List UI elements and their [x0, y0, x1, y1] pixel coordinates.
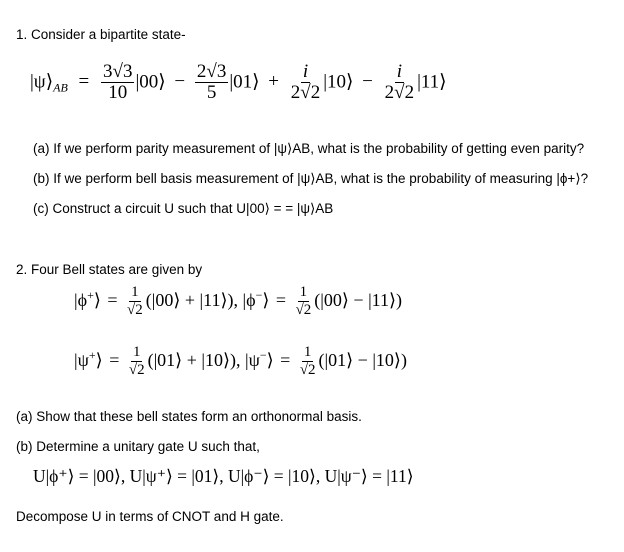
unitary-mapping: U|ϕ⁺⟩ = |00⟩, U|ψ⁺⟩ = |01⟩, U|ϕ⁻⟩ = |10⟩, U|ψ⁻⟩ = |11⟩ — [33, 466, 414, 486]
equals-sign: = — [280, 349, 291, 370]
phi-plus-expansion: (|00⟩ + |11⟩), |ϕ — [145, 289, 256, 310]
phi-plus-ket: |ϕ — [74, 289, 88, 310]
frac-num: 1 — [303, 344, 312, 360]
coef-2-num: 2√3 — [196, 61, 227, 82]
bell-row-psi — [74, 345, 407, 378]
psi-plus-expansion: (|01⟩ + |10⟩), |ψ — [147, 349, 260, 370]
ket-close: ⟩ — [266, 349, 274, 370]
equals-sign: = — [275, 289, 287, 310]
op-1: − — [174, 71, 186, 93]
phi-minus-expansion: (|00⟩ − |11⟩) — [314, 289, 403, 310]
q1-state-equation — [30, 62, 447, 104]
ket-00: |00⟩ — [135, 71, 166, 93]
frac-den: √2 — [128, 361, 145, 378]
coef-4-num: i — [396, 61, 402, 82]
frac-num: 1 — [131, 284, 139, 300]
frac-num: 1 — [132, 344, 141, 360]
coef-1-num: 3√3 — [103, 61, 133, 82]
minus-sup: − — [259, 347, 267, 362]
ket-11: |11⟩ — [417, 71, 447, 93]
coef-4 — [383, 62, 416, 104]
one-over-root2 — [298, 345, 318, 378]
coef-1-den: 10 — [108, 81, 128, 103]
q1-heading: 1. Consider a bipartite state- — [16, 27, 186, 42]
q2-part-a: (a) Show that these bell states form an orthonormal basis. — [16, 409, 362, 424]
q1-part-c: (c) Construct a circuit U such that U|00⟩ = = |ψ⟩AB — [33, 201, 334, 216]
equals-sign: = — [78, 71, 90, 93]
psi-ket: |ψ⟩ — [30, 71, 54, 93]
q2-part-b: (b) Determine a unitary gate U such that, — [16, 439, 260, 454]
psi-subscript: AB — [53, 80, 68, 95]
plus-sup: + — [87, 287, 94, 302]
op-3: − — [362, 71, 373, 93]
coef-3-den: 2√2 — [290, 81, 321, 103]
psi-minus-expansion: (|01⟩ − |10⟩) — [318, 349, 407, 370]
frac-den: √2 — [295, 301, 312, 318]
equals-sign: = — [109, 349, 120, 370]
coef-2-den: 5 — [206, 81, 217, 103]
plus-sup: + — [88, 347, 96, 362]
bell-row-phi — [74, 285, 402, 318]
op-2: + — [268, 71, 280, 93]
frac-den: √2 — [299, 361, 316, 378]
frac-den: √2 — [127, 301, 143, 318]
coef-1 — [101, 62, 134, 104]
ket-01: |01⟩ — [229, 71, 260, 93]
q1-part-b: (b) If we perform bell basis measurement of |ψ⟩AB, what is the probability of measuring |ϕ+⟩? — [33, 171, 589, 186]
ket-10: |10⟩ — [323, 71, 354, 93]
q2-decompose: Decompose U in terms of CNOT and H gate. — [16, 509, 284, 524]
one-over-root2 — [125, 285, 145, 318]
coef-3-num: i — [302, 61, 309, 82]
coef-2 — [195, 62, 228, 104]
coef-3 — [289, 62, 322, 104]
one-over-root2 — [294, 285, 314, 318]
ket-close: ⟩ — [95, 349, 103, 370]
ket-close: ⟩ — [262, 289, 270, 310]
coef-4-den: 2√2 — [384, 81, 415, 103]
q2-heading: 2. Four Bell states are given by — [16, 262, 203, 277]
psi-plus-ket: |ψ — [74, 349, 89, 370]
ket-close: ⟩ — [93, 289, 101, 310]
q1-part-a: (a) If we perform parity measurement of |ψ⟩AB, what is the probability of getting even parity? — [33, 141, 585, 156]
equals-sign: = — [107, 289, 118, 310]
minus-sup: − — [255, 287, 263, 302]
frac-num: 1 — [299, 284, 308, 300]
one-over-root2 — [127, 345, 147, 378]
